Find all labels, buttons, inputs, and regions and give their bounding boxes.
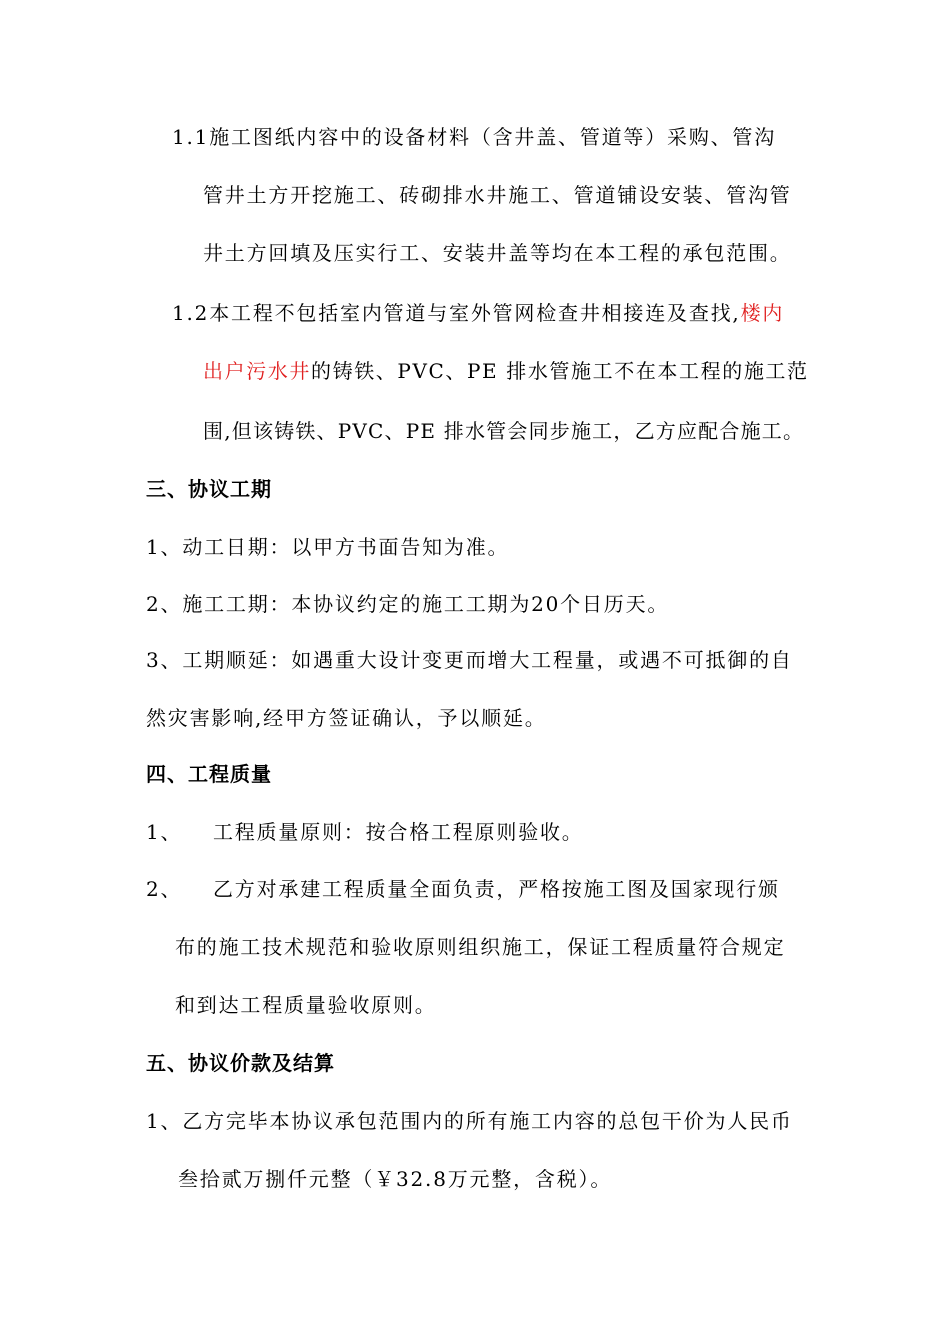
section-3-item-2: 2、施工工期：本协议约定的施工工期为20个日历天。 bbox=[146, 592, 670, 616]
section-4-item-2-line-2: 布的施工技术规范和验收原则组织施工，保证工程质量符合规定 bbox=[175, 935, 786, 959]
highlighted-text: 出户污水井 bbox=[203, 359, 311, 383]
section-4-item-2-number: 2、 bbox=[146, 877, 183, 901]
clause-1-1-line-2: 管井土方开挖施工、砖砌排水井施工、管道铺设安装、管沟管 bbox=[203, 183, 792, 207]
clause-1-2-line-1 bbox=[172, 299, 784, 327]
clause-text: 施工图纸内容中的设备材料（含井盖、管道等）采购、管沟 bbox=[209, 125, 777, 149]
clause-1-2-line-3: 围,但该铸铁、PVC、PE 排水管会同步施工，乙方应配合施工。 bbox=[203, 419, 805, 443]
section-4-item-2-line-3: 和到达工程质量验收原则。 bbox=[175, 993, 437, 1017]
clause-text: 本工程不包括室内管道与室外管网检查井相接连及查找, bbox=[209, 301, 741, 325]
section-4-item-1-number: 1、 bbox=[146, 820, 183, 844]
section-5-item-1-line-1: 1、乙方完毕本协议承包范围内的所有施工内容的总包干价为人民币 bbox=[146, 1109, 793, 1133]
clause-1-1-line-3: 井土方回填及压实行工、安装井盖等均在本工程的承包范围。 bbox=[203, 241, 792, 265]
clause-text: 的铸铁、PVC、PE 排水管施工不在本工程的施工范 bbox=[311, 359, 809, 383]
clause-number: 1.1 bbox=[172, 125, 210, 149]
section-3-item-1: 1、动工日期：以甲方书面告知为准。 bbox=[146, 535, 510, 559]
clause-1-1-line-1 bbox=[172, 123, 776, 151]
section-4-heading: 四、工程质量 bbox=[146, 762, 272, 786]
section-5-heading: 五、协议价款及结算 bbox=[146, 1051, 335, 1075]
clause-number: 1.2 bbox=[172, 301, 210, 325]
section-3-heading: 三、协议工期 bbox=[146, 477, 272, 501]
section-4-item-2-line-1: 乙方对承建工程质量全面负责，严格按施工图及国家现行颁 bbox=[213, 877, 780, 901]
section-5-item-1-line-2: 叁拾贰万捌仟元整（￥32.8万元整，含税）。 bbox=[178, 1167, 613, 1191]
section-3-item-3-line-2: 然灾害影响,经甲方签证确认，予以顺延。 bbox=[146, 706, 547, 730]
section-3-item-3-line-1: 3、工期顺延：如遇重大设计变更而增大工程量，或遇不可抵御的自 bbox=[146, 648, 793, 672]
highlighted-text: 楼内 bbox=[740, 301, 785, 325]
section-4-item-1-text: 工程质量原则：按合格工程原则验收。 bbox=[213, 820, 584, 844]
clause-1-2-line-2 bbox=[203, 357, 809, 385]
